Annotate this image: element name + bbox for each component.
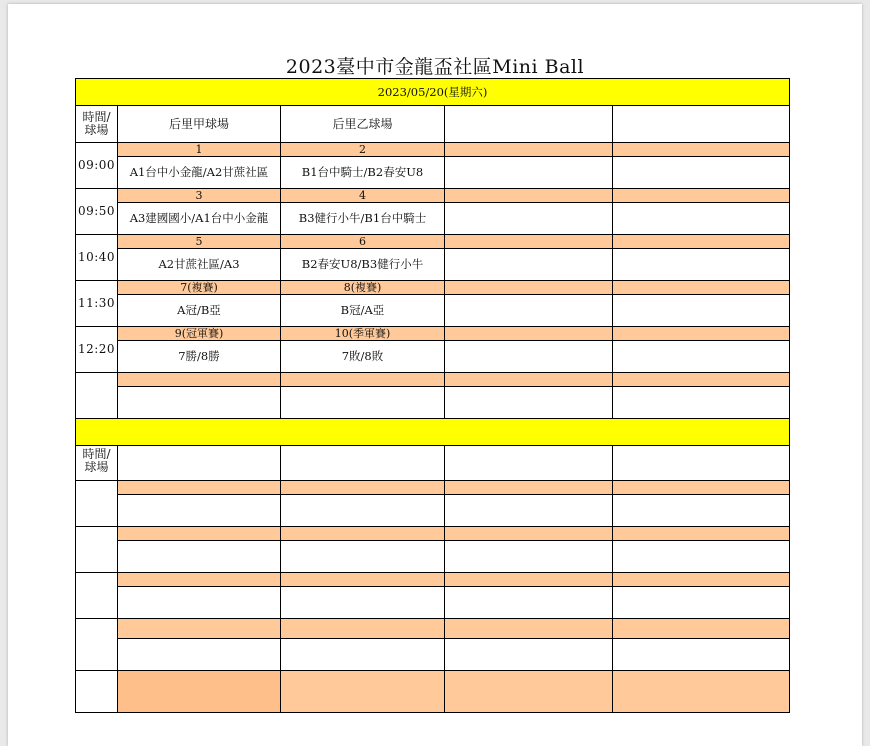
empty-matchup-row xyxy=(76,639,790,671)
empty-matchup-row xyxy=(76,541,790,573)
game-number: 1 xyxy=(118,143,281,157)
matchup: B2春安U8/B3健行小牛 xyxy=(281,249,445,281)
date-banner-row xyxy=(76,79,790,106)
document-title: 2023臺中市金龍盃社區Mini Ball xyxy=(285,56,585,78)
matchup: A1台中小金龍/A2甘蔗社區 xyxy=(118,157,281,189)
time-court-header: 時間/ 球場 xyxy=(76,106,118,143)
matchup-row xyxy=(76,341,790,373)
game-number-row xyxy=(76,189,790,203)
game-number: 10(季軍賽) xyxy=(281,327,445,341)
game-number: 5 xyxy=(118,235,281,249)
matchup: B3健行小牛/B1台中騎士 xyxy=(281,203,445,235)
game-number-row xyxy=(76,281,790,295)
matchup: A冠/B亞 xyxy=(118,295,281,327)
game-number-row xyxy=(76,327,790,341)
game-number: 4 xyxy=(281,189,445,203)
matchup: A2甘蔗社區/A3 xyxy=(118,249,281,281)
section-banner xyxy=(76,419,790,446)
schedule-table xyxy=(75,78,790,713)
empty-matchup-row xyxy=(76,495,790,527)
court-b-header: 后里乙球場 xyxy=(281,106,445,143)
game-number-row xyxy=(76,235,790,249)
empty-number-row xyxy=(76,573,790,587)
game-number: 2 xyxy=(281,143,445,157)
matchup-row xyxy=(76,203,790,235)
game-number: 9(冠軍賽) xyxy=(118,327,281,341)
section-banner-row xyxy=(76,419,790,446)
court-c-header xyxy=(445,106,613,143)
game-number: 7(複賽) xyxy=(118,281,281,295)
matchup-row xyxy=(76,249,790,281)
court-d-header xyxy=(613,106,790,143)
date-banner: 2023/05/20(星期六) xyxy=(76,79,790,106)
empty-matchup-row xyxy=(76,587,790,619)
game-number: 3 xyxy=(118,189,281,203)
time-cell: 09:00 xyxy=(76,143,118,189)
court-a-header: 后里甲球場 xyxy=(118,106,281,143)
header-row-2 xyxy=(76,446,790,481)
matchup: B冠/A亞 xyxy=(281,295,445,327)
time-cell: 12:20 xyxy=(76,327,118,373)
time-cell: 11:30 xyxy=(76,281,118,327)
matchup-row xyxy=(76,295,790,327)
empty-number-row xyxy=(76,373,790,387)
empty-time-cell xyxy=(76,373,118,419)
matchup: 7勝/8勝 xyxy=(118,341,281,373)
empty-number-row xyxy=(76,481,790,495)
time-cell: 10:40 xyxy=(76,235,118,281)
empty-number-row xyxy=(76,527,790,541)
empty-number-row xyxy=(76,619,790,639)
game-number: 8(複賽) xyxy=(281,281,445,295)
time-cell: 09:50 xyxy=(76,189,118,235)
header-row xyxy=(76,106,790,143)
time-court-header-2: 時間/ 球場 xyxy=(76,446,118,481)
final-row xyxy=(76,671,790,713)
game-number-row xyxy=(76,143,790,157)
game-number: 6 xyxy=(281,235,445,249)
matchup: B1台中騎士/B2春安U8 xyxy=(281,157,445,189)
empty-matchup-row xyxy=(76,387,790,419)
matchup: A3建國國小/A1台中小金龍 xyxy=(118,203,281,235)
matchup-row xyxy=(76,157,790,189)
matchup: 7敗/8敗 xyxy=(281,341,445,373)
